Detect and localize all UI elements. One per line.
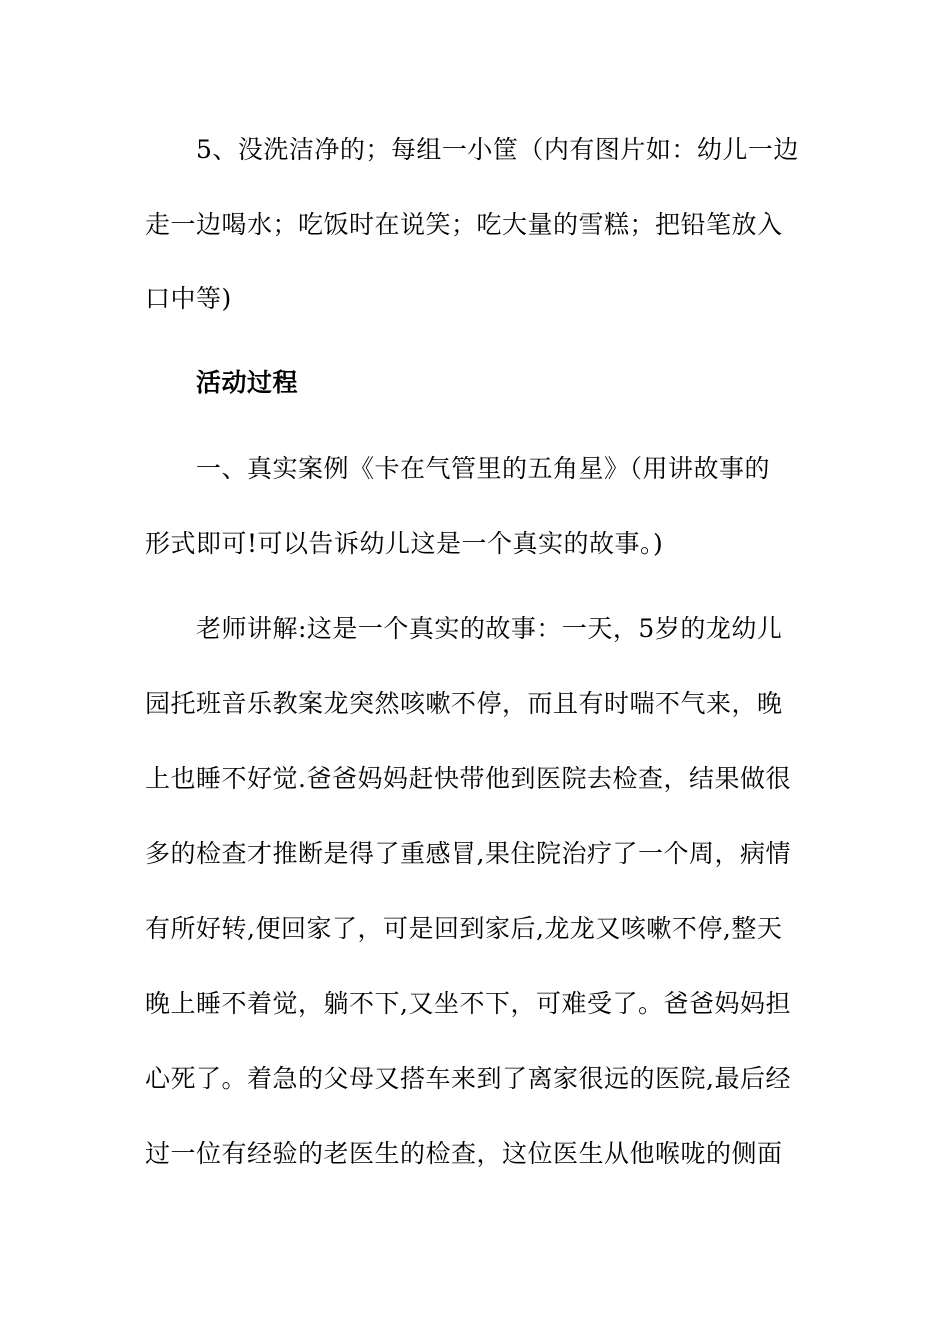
section-heading: 活动过程 (196, 368, 299, 397)
paragraph-story-line-1: 老师讲解:这是一个真实的故事：一天，5岁的龙幼儿 (196, 614, 783, 643)
paragraph-story-line-7: 心死了。着急的父母又搭车来到了离家很远的医院,最后经 (145, 1064, 791, 1093)
paragraph-materials-line-3: 口中等) (145, 284, 232, 313)
paragraph-materials-line-2: 走一边喝水；吃饭时在说笑；吃大量的雪糕；把铅笔放入 (145, 210, 783, 239)
paragraph-case-line-1: 一、真实案例《卡在气管里的五角星》（用讲故事的 (196, 454, 771, 483)
paragraph-story-line-5: 有所好转,便回家了，可是回到家后,龙龙又咳嗽不停,整天 (145, 914, 783, 943)
paragraph-story-line-6: 晚上睡不着觉，躺不下,又坐不下，可难受了。爸爸妈妈担 (145, 989, 791, 1018)
paragraph-materials-line-1: 5、没洗洁净的；每组一小筐（内有图片如：幼儿一边 (196, 135, 799, 164)
paragraph-story-line-8: 过一位有经验的老医生的检查，这位医生从他喉咙的侧面 (145, 1139, 783, 1168)
paragraph-case-line-2: 形式即可!可以告诉幼儿这是一个真实的故事。) (145, 529, 664, 558)
paragraph-story-line-2: 园托班音乐教案龙突然咳嗽不停，而且有时喘不气来，晚 (145, 689, 783, 718)
paragraph-story-line-3: 上也睡不好觉.爸爸妈妈赶快带他到医院去检查，结果做很 (145, 764, 791, 793)
paragraph-story-line-4: 多的检查才推断是得了重感冒,果住院治疗了一个周，病情 (145, 839, 791, 868)
